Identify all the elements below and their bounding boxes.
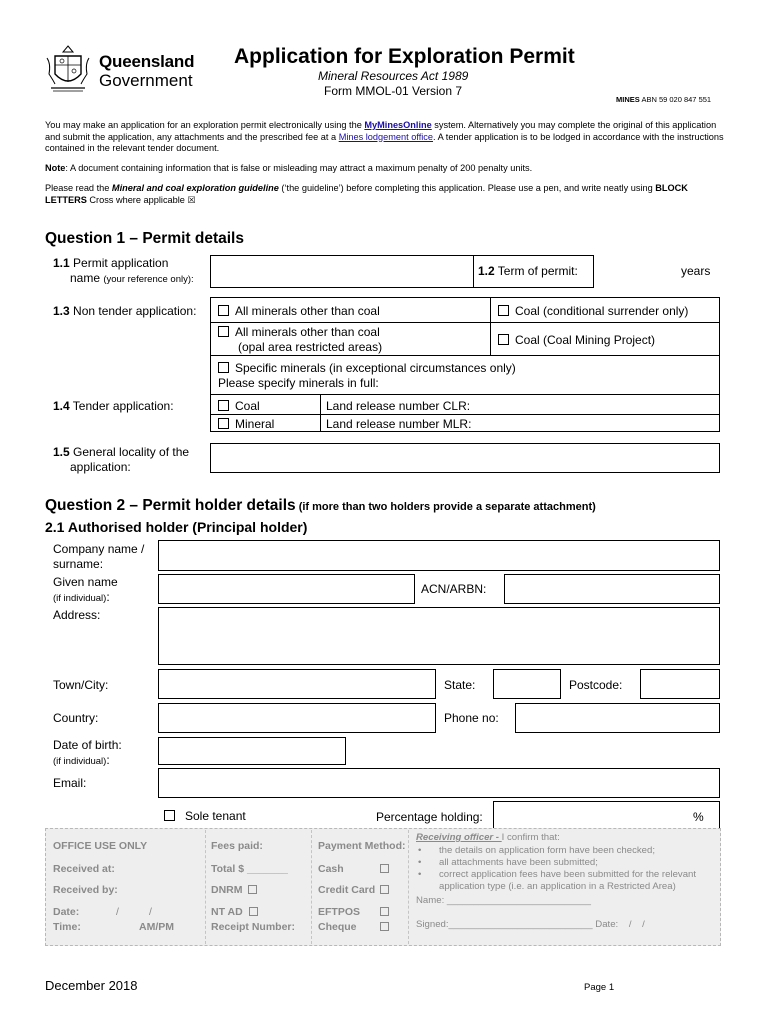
mlr-field[interactable]: Land release number MLR:	[326, 417, 472, 431]
office-col-divider	[408, 830, 409, 944]
field-1-1-text2: name	[70, 271, 104, 285]
myminesonline-link[interactable]: MyMinesOnline	[364, 120, 432, 130]
checkbox[interactable]	[218, 326, 229, 337]
intro-text-c: . A tender application is to be lodged in accordance with the instructions contained in the relevant tender document.	[45, 131, 724, 153]
question-2-title: Question 2 – Permit holder details	[45, 497, 296, 514]
office-col-divider	[311, 830, 312, 944]
company-name-input[interactable]	[158, 540, 720, 571]
field-1-2-text: Term of permit:	[494, 264, 578, 278]
state-input[interactable]	[493, 669, 561, 699]
company-label	[53, 542, 144, 572]
officer-name: Name: ___________________________	[416, 895, 591, 906]
given-name-text: Given name	[53, 575, 118, 589]
cheque-label: Cheque	[318, 921, 357, 933]
field-1-5-number: 1.5	[53, 445, 70, 459]
address-input[interactable]	[158, 607, 720, 665]
field-1-3-label	[53, 304, 196, 318]
given-name-input[interactable]	[158, 574, 415, 604]
checkbox[interactable]	[218, 400, 229, 411]
field-1-4-text: Tender application:	[69, 399, 174, 413]
option-label: Mineral	[235, 417, 275, 431]
field-1-1-number: 1.1	[53, 256, 70, 270]
question-2-heading	[45, 497, 596, 515]
bullet-item: • all attachments have been submitted;	[418, 857, 598, 868]
logo-government: Government	[99, 71, 193, 90]
question-2-note: (if more than two holders provide a separate attachment)	[295, 501, 596, 513]
bullet-text: correct application fees have been submitted for the relevant application type (i.e. an application in a Restricted Area)	[439, 869, 697, 892]
qld-crest-logo	[45, 44, 91, 94]
received-at: Received at:	[53, 863, 115, 875]
sole-tenant-label: Sole tenant	[185, 809, 246, 823]
town-input[interactable]	[158, 669, 436, 699]
officer-text: I confirm that:	[501, 832, 560, 843]
checkbox[interactable]	[498, 305, 509, 316]
guideline-paragraph	[45, 183, 725, 206]
option-label: Coal (conditional surrender only)	[515, 304, 689, 318]
bullet-text: the details on application form have been checked;	[439, 845, 655, 856]
postcode-input[interactable]	[640, 669, 720, 699]
row-divider	[210, 322, 720, 323]
field-1-1-label	[53, 256, 194, 287]
payment-method: Payment Method:	[318, 840, 406, 852]
office-date: Date:	[53, 906, 80, 918]
field-1-5-text2: application:	[70, 460, 131, 474]
sole-tenant-option[interactable]	[164, 809, 246, 823]
form-version: Form MMOL-01 Version 7	[324, 84, 463, 98]
total-fee: Total $ _______	[211, 863, 288, 875]
country-input[interactable]	[158, 703, 436, 733]
officer-signed: Signed:___________________________ Date: / /	[416, 919, 645, 930]
tender-mineral-option[interactable]	[218, 417, 274, 431]
cash-label: Cash	[318, 863, 344, 875]
field-1-3-text: Non tender application:	[69, 304, 197, 318]
abn-label: MINES	[616, 95, 640, 104]
checkbox[interactable]	[164, 810, 175, 821]
dob-label	[53, 738, 122, 769]
option-label: Specific minerals (in exceptional circumstances only)	[235, 361, 516, 375]
bullet-item: • the details on application form have been checked;	[418, 845, 655, 856]
row-divider	[210, 355, 720, 356]
page-number: Page 1	[584, 982, 615, 993]
dob-input[interactable]	[158, 737, 346, 765]
intro-text-a: You may make an application for an exploration permit electronically using the	[45, 120, 365, 130]
field-1-4-number: 1.4	[53, 399, 70, 413]
note-label: Note	[45, 163, 66, 173]
officer-bullet-list	[416, 845, 716, 893]
block-letters: BLOCK LETTERS	[45, 183, 688, 205]
note-text: : A document containing information that is false or misleading may attract a maximum penalty of 200 penalty units.	[65, 163, 533, 173]
phone-input[interactable]	[515, 703, 720, 733]
fees-paid: Fees paid:	[211, 840, 263, 852]
if-individual-hint: (if individual)	[53, 593, 107, 604]
acn-label: ACN/ARBN:	[421, 582, 487, 596]
guideline-text-c: Cross where applicable	[86, 194, 188, 205]
term-unit: years	[681, 264, 711, 278]
date-slash: /	[149, 906, 152, 918]
specify-minerals-label: Please specify minerals in full:	[218, 376, 379, 390]
act-name: Mineral Resources Act 1989	[318, 69, 469, 83]
option-label: All minerals other than coal	[235, 325, 380, 339]
checkbox	[249, 907, 258, 916]
bullet-item: • correct application fees have been submitted for the relevant application type (i.e. an application in a Restricted Area)	[418, 869, 697, 892]
ntad-label: NT AD	[211, 906, 243, 918]
option-coal-conditional[interactable]	[498, 304, 688, 318]
field-1-1-text: Permit application	[69, 256, 169, 270]
option-label: Coal	[235, 399, 260, 413]
checkbox[interactable]	[498, 334, 509, 345]
abn-line	[616, 95, 711, 104]
guideline-text-a: Please read the	[45, 183, 112, 193]
field-1-5-text: General locality of the	[69, 445, 190, 459]
country-label: Country:	[53, 711, 99, 725]
percent-symbol: %	[693, 810, 704, 824]
option-opal-area[interactable]	[218, 325, 382, 355]
tender-coal-option[interactable]	[218, 399, 260, 413]
received-by: Received by:	[53, 884, 118, 896]
percentage-input[interactable]	[493, 801, 720, 829]
option-label-2: (opal area restricted areas)	[238, 340, 383, 354]
section-2-1-heading: 2.1 Authorised holder (Principal holder)	[45, 519, 308, 535]
intro-paragraph	[45, 120, 725, 155]
logo-queensland: Queensland	[99, 52, 195, 71]
option-all-minerals[interactable]	[218, 304, 380, 318]
state-label: State:	[444, 678, 476, 692]
percentage-label: Percentage holding:	[376, 810, 483, 824]
checkbox[interactable]	[218, 362, 229, 373]
locality-input[interactable]	[210, 443, 720, 473]
row-divider	[210, 414, 720, 415]
field-1-5-label	[53, 445, 189, 475]
checkbox[interactable]	[218, 305, 229, 316]
abn-number: ABN 59 020 847 551	[641, 95, 712, 104]
office-time: Time:	[53, 921, 81, 933]
postcode-label: Postcode:	[569, 678, 623, 692]
officer-label: Receiving officer -	[416, 832, 502, 843]
receiving-officer	[416, 832, 560, 843]
field-1-2-number: 1.2	[478, 264, 495, 278]
given-name-label	[53, 575, 118, 606]
phone-label: Phone no:	[444, 711, 499, 725]
note-paragraph	[45, 163, 725, 173]
email-label: Email:	[53, 776, 87, 790]
colon: :	[106, 753, 110, 767]
dob-text: Date of birth:	[53, 738, 122, 752]
guideline-title: Mineral and coal exploration guideline	[111, 183, 279, 193]
colon: :	[106, 590, 110, 604]
office-col-divider	[205, 830, 206, 944]
footer-date: December 2018	[45, 978, 138, 993]
checkbox[interactable]	[218, 418, 229, 429]
question-1-heading: Question 1 – Permit details	[45, 230, 244, 247]
ntad-option	[211, 906, 258, 918]
date-slash: /	[116, 906, 119, 918]
town-label: Town/City:	[53, 678, 109, 692]
eftpos-label: EFTPOS	[318, 906, 361, 918]
email-input[interactable]	[158, 768, 720, 798]
receipt-number: Receipt Number:	[211, 921, 296, 933]
credit-checkbox	[380, 885, 389, 894]
intro-text-b: system. Alternatively you may complete the original of this application and submit the application, any attachments and the prescribed fee at a	[45, 120, 717, 142]
guideline-text-b: (‘the guideline’) before completing this application. Please use a pen, and write neatly using	[278, 183, 656, 193]
option-coal-mining[interactable]	[498, 333, 655, 347]
term-divider	[473, 255, 474, 288]
option-label: Coal (Coal Mining Project)	[515, 333, 656, 347]
bullet-text: all attachments have been submitted;	[439, 857, 598, 868]
col-divider	[490, 297, 491, 355]
option-label: All minerals other than coal	[235, 304, 380, 318]
page-title: Application for Exploration Permit	[234, 45, 575, 68]
address-label: Address:	[53, 608, 101, 622]
office-title: OFFICE USE ONLY	[53, 840, 148, 852]
if-individual-hint: (if individual)	[53, 756, 107, 767]
clr-field[interactable]: Land release number CLR:	[326, 399, 471, 413]
acn-input[interactable]	[504, 574, 720, 604]
eftpos-checkbox	[380, 907, 389, 916]
checkbox	[248, 885, 257, 894]
cheque-checkbox	[380, 922, 389, 931]
dnrm-option	[211, 884, 257, 896]
office-ampm: AM/PM	[139, 921, 174, 933]
credit-label: Credit Card	[318, 884, 376, 896]
dnrm-label: DNRM	[211, 884, 243, 896]
crossed-box-icon: ☒	[187, 194, 196, 205]
field-1-3-number: 1.3	[53, 304, 70, 318]
col-divider	[320, 395, 321, 432]
cash-checkbox	[380, 864, 389, 873]
option-specific-minerals[interactable]	[218, 361, 516, 391]
company-label-1: Company name /	[53, 542, 145, 556]
field-1-2-label	[478, 264, 578, 278]
company-label-2: surname:	[53, 557, 104, 571]
field-1-1-hint: (your reference only):	[103, 274, 194, 285]
field-1-4-label	[53, 399, 174, 413]
lodgement-office-link[interactable]: Mines lodgement office	[338, 131, 433, 142]
